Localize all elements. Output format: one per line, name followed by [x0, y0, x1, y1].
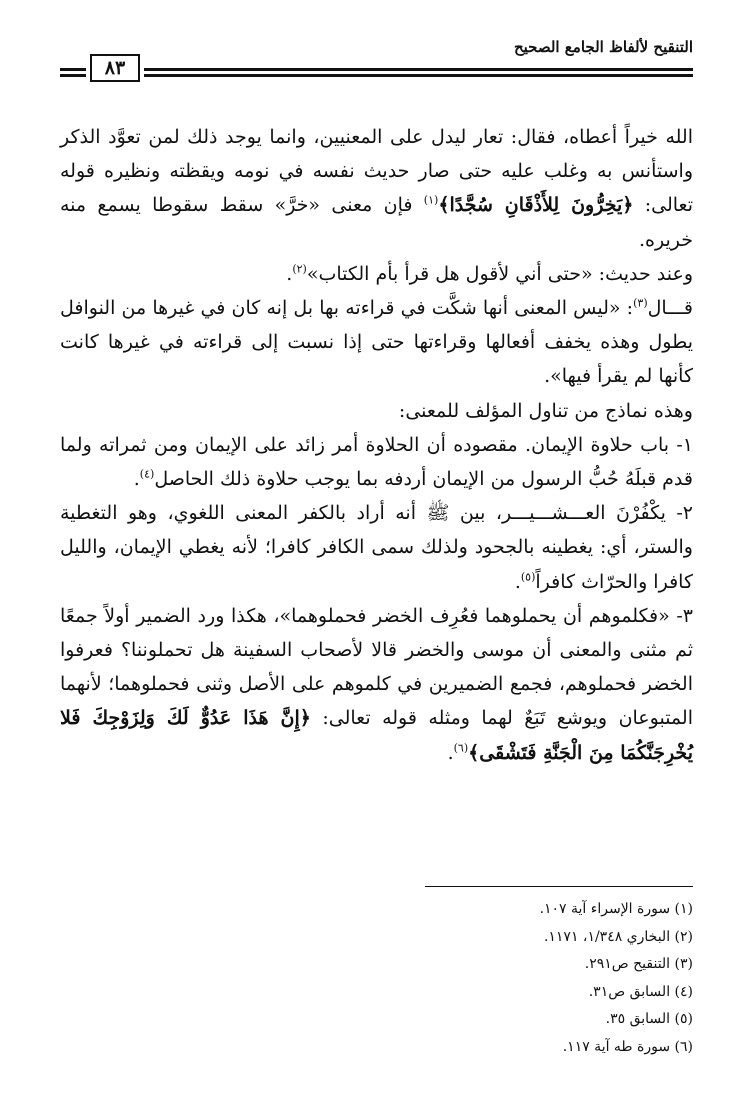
paragraph: [60, 257, 693, 291]
header-rule: [144, 68, 693, 77]
paragraph: [60, 291, 693, 394]
footnote-ref: (٢): [292, 262, 307, 276]
text-run: : «ليس المعنى أنها شكَّت في قراءته بها بل إنه كان في غيرها من النوافل يطول وهذه يخفف أفعالها وقراءتها حتى إذا نسبت إلى قراءته في غيرها كانت كأنها لم يقرأ فيها».: [60, 297, 693, 388]
footnote-ref: (٥): [520, 570, 536, 584]
footnote: (٦) سورة طه آية ١١٧.: [562, 1038, 693, 1055]
paragraph: [60, 120, 693, 257]
paragraph: [60, 599, 693, 770]
text-run: .: [447, 741, 454, 764]
text-run: الله خيراً أعطاه، فقال: تعار ليدل على المعنيين، وانما يوجد ذلك لمن تعوَّد الذكر واستأنس به وغلب عليه حتى صار حديث نفسه في نومه ويقظته ونظيره قوله تعالى:: [60, 126, 694, 217]
footnote-ref: (٦): [453, 741, 469, 755]
paragraph: [60, 394, 693, 428]
footnote-ref: (١): [423, 194, 439, 208]
text-run: .: [133, 468, 140, 491]
footnote-ref: (٤): [139, 467, 155, 481]
footnote: (٢) البخاري ١/٣٤٨، ١١٧١.: [543, 928, 693, 945]
quran-verse: ﴿يَخِرُّونَ لِلأَذْقَانِ سُجَّدًا﴾: [438, 194, 634, 217]
text-run: .: [286, 262, 293, 285]
paragraph: [60, 428, 693, 496]
page-header: [60, 38, 693, 98]
text-run: قـــال: [647, 297, 693, 320]
running-title: التنقيح لألفاظ الجامع الصحيح: [513, 38, 693, 56]
text-run: ٢- يكْفُرْنَ العـــشـــيـــر، بين ﷺ أنه أراد بالكفر المعنى اللغوي، وهو التغطية والستر، أي: يغطينه بالجحود ولذلك سمى الكافر كافرا؛ لأنه يغطي الإيمان، والليل كافرا والحرّاث كافراً: [60, 502, 693, 593]
header-rule-short: [60, 68, 86, 77]
text-run: وهذه نماذج من تناول المؤلف للمعنى:: [398, 399, 693, 422]
text-run: فإن معنى «خرَّ» سقط سقوطا يسمع منه خريره.: [60, 194, 693, 251]
footnote: (١) سورة الإسراء آية ١٠٧.: [539, 901, 693, 917]
footnote-separator: [425, 886, 693, 887]
footnote: (٤) السابق ص٣١.: [588, 983, 693, 1000]
quran-verse: ﴿إِنَّ هَذَا عَدُوٌّ لَكَ وَلِزَوْجِكَ فَلا يُخْرِجَنَّكُمَا مِنَ الْجَنَّةِ فَتَشْقَى﴾: [60, 707, 693, 764]
text-run: ١- باب حلاوة الإيمان. مقصوده أن الحلاوة أمر زائد على الإيمان ومن ثمراته ولما قدم قبلَهُ حُبُّ الرسول من الإيمان أردفه بما يوجب حلاوة ذلك الحاصل: [60, 433, 693, 491]
footnote-ref: (٣): [633, 296, 648, 310]
paragraph: [60, 496, 693, 599]
page-number: ٨٣: [90, 54, 140, 82]
footnote: (٥) السابق ٣٥.: [605, 1011, 693, 1027]
text-run: .: [514, 570, 521, 593]
footnotes-list: [540, 896, 693, 1061]
footnote: (٣) التنقيح ص٢٩١.: [584, 956, 693, 972]
text-run: ٣- «فكلموهم أن يحملوهما فعُرِف الخضر فحملوهما»، هكذا ورد الضمير أولاً جمعًا ثم مثنى والمعنى أن موسى والخضر قالا لأصحاب السفينة هل تحملوننا؟ فعرفوا الخضر فحملوهم، فجمع الضميرين في كلموهم على الأصل وثنى فحملوهما؛ لأنهما المتبوعان ويوشع تَبَعٌ لهما ومثله قوله تعالى:: [60, 604, 693, 730]
text-run: وعند حديث: «حتى أني لأقول هل قرأ بأم الكتاب»: [306, 262, 693, 285]
body-text: [60, 120, 693, 770]
